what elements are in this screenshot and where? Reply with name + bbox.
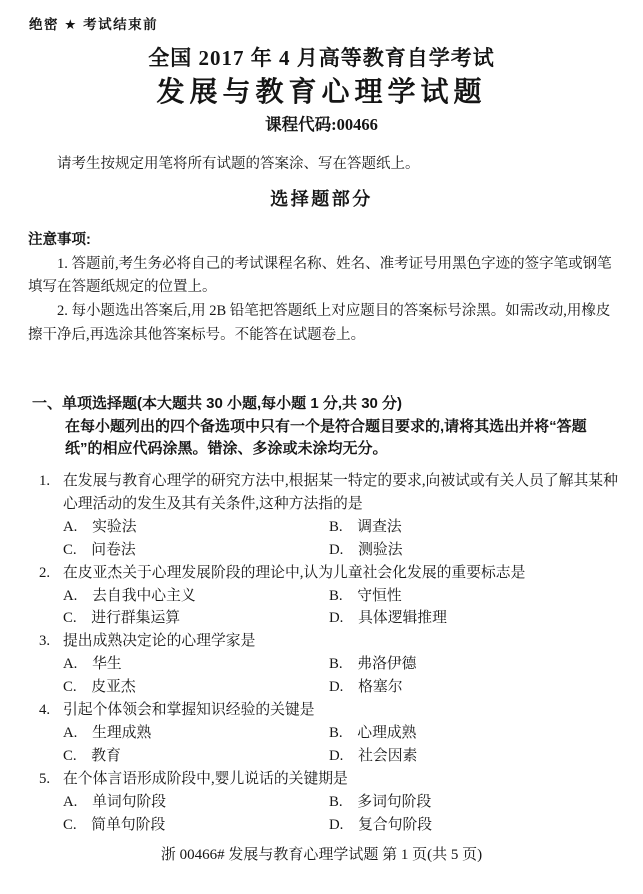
option-text: 问卷法 — [91, 541, 136, 558]
question-number: 5. — [39, 770, 51, 787]
option-label: B. — [329, 587, 343, 604]
option-text: 测验法 — [358, 541, 403, 558]
option-label: D. — [329, 747, 344, 764]
option — [63, 653, 329, 676]
option-text: 教育 — [91, 747, 121, 764]
option-text: 复合句阶段 — [358, 816, 433, 833]
question-item — [39, 768, 619, 837]
option-label: A. — [63, 656, 78, 673]
option-label: C. — [63, 541, 77, 558]
question-item — [39, 699, 619, 768]
option-text: 守恒性 — [357, 587, 402, 604]
option-text: 简单句阶段 — [91, 816, 166, 833]
option — [329, 607, 619, 630]
option-text: 具体逻辑推理 — [358, 610, 447, 627]
option — [329, 676, 619, 699]
option-text: 多词句阶段 — [357, 793, 432, 810]
option — [63, 676, 329, 699]
option — [329, 585, 619, 608]
option-text: 进行群集运算 — [91, 610, 181, 627]
option-text: 调查法 — [357, 518, 402, 535]
option-grid — [63, 722, 619, 768]
option-text: 弗洛伊德 — [357, 656, 417, 673]
option-label: D. — [329, 541, 344, 558]
option-label: B. — [329, 724, 343, 741]
option — [329, 745, 619, 768]
exam-session-title: 全国 2017 年 4 月高等教育自学考试 — [148, 46, 495, 70]
option-label: A. — [63, 793, 78, 810]
option-label: A. — [63, 724, 78, 741]
question-number: 2. — [39, 564, 51, 581]
question-item — [39, 470, 619, 562]
question-list — [39, 470, 619, 837]
question-item — [39, 630, 619, 699]
answer-sheet-instruction: 请考生按规定用笔将所有试题的答案涂、写在答题纸上。 — [57, 156, 420, 172]
option-text: 社会因素 — [358, 747, 418, 764]
question-body — [63, 470, 619, 562]
mcq-section-note: 在每小题列出的四个备选项中只有一个是符合题目要求的,请将其选出并将“答题纸”的相应代码涂黑。错涂、多涂或未涂均无分。 — [65, 417, 587, 457]
option-text: 格塞尔 — [358, 679, 403, 696]
option — [329, 722, 619, 745]
choice-part-heading: 选择题部分 — [270, 189, 373, 209]
option — [63, 516, 329, 539]
option-label: B. — [329, 793, 343, 810]
paper-title: 发展与教育心理学试题 — [156, 76, 487, 107]
option — [63, 745, 329, 768]
option-text: 实验法 — [92, 518, 137, 535]
option — [329, 653, 619, 676]
mcq-section-title: 一、单项选择题(本大题共 30 小题,每小题 1 分,共 30 分) — [32, 395, 403, 412]
option-label: A. — [63, 518, 78, 535]
question-text: 在皮亚杰关于心理发展阶段的理论中,认为儿童社会化发展的重要标志是 — [63, 564, 526, 581]
mcq-section-head — [32, 393, 619, 461]
option-label: D. — [329, 816, 344, 833]
option — [63, 722, 329, 745]
option-text: 生理成熟 — [92, 724, 152, 741]
question-body — [63, 562, 619, 631]
option — [329, 516, 619, 539]
option — [63, 791, 329, 814]
option-label: B. — [329, 518, 343, 535]
option-label: C. — [63, 816, 77, 833]
option-text: 去自我中心主义 — [92, 587, 196, 604]
option-text: 华生 — [92, 656, 122, 673]
option — [329, 539, 619, 562]
option-grid — [63, 516, 619, 562]
notice-title: 注意事项: — [28, 232, 91, 248]
option-text: 心理成熟 — [357, 724, 417, 741]
question-text: 在个体言语形成阶段中,婴儿说话的关键期是 — [63, 770, 348, 787]
option-text: 单词句阶段 — [92, 793, 167, 810]
option-label: C. — [63, 679, 77, 696]
question-item — [39, 562, 619, 631]
option-label: C. — [63, 610, 77, 627]
question-number: 4. — [39, 702, 51, 719]
question-text: 提出成熟决定论的心理学家是 — [63, 633, 256, 650]
notice-item-2: 2. 每小题选出答案后,用 2B 铅笔把答题纸上对应题目的答案标号涂黑。如需改动,用橡皮擦干净后,再选涂其他答案标号。不能答在试题卷上。 — [28, 303, 611, 343]
question-number: 3. — [39, 633, 51, 650]
option-label: A. — [63, 587, 78, 604]
question-body — [63, 768, 619, 837]
option-grid — [63, 791, 619, 837]
page-footer: 浙 00466# 发展与教育心理学试题 第 1 页(共 5 页) — [160, 847, 483, 863]
question-body — [63, 630, 619, 699]
option — [329, 791, 619, 814]
option-label: B. — [329, 656, 343, 673]
notice-block — [28, 229, 617, 348]
option — [63, 539, 329, 562]
question-text: 在发展与教育心理学的研究方法中,根据某一特定的要求,向被试或有关人员了解其某种心理活动的发生及其有关条件,这种方法指的是 — [63, 473, 618, 512]
option-text: 皮亚杰 — [91, 679, 136, 696]
question-body — [63, 699, 619, 768]
option — [63, 607, 329, 630]
option — [63, 814, 329, 837]
option — [329, 814, 619, 837]
notice-item-1: 1. 答题前,考生务必将自己的考试课程名称、姓名、准考证号用黑色字迹的签字笔或钢笔填写在答题纸规定的位置上。 — [28, 255, 612, 296]
question-number: 1. — [39, 473, 51, 489]
option-label: D. — [329, 610, 344, 627]
option-grid — [63, 653, 619, 699]
question-text: 引起个体领会和掌握知识经验的关键是 — [63, 702, 315, 719]
classification-banner: 绝密 ★ 考试结束前 — [29, 17, 159, 32]
course-code: 课程代码:00466 — [265, 115, 378, 134]
option-label: C. — [63, 747, 77, 764]
option-grid — [63, 585, 619, 631]
option-label: D. — [329, 679, 344, 696]
option — [63, 585, 329, 608]
